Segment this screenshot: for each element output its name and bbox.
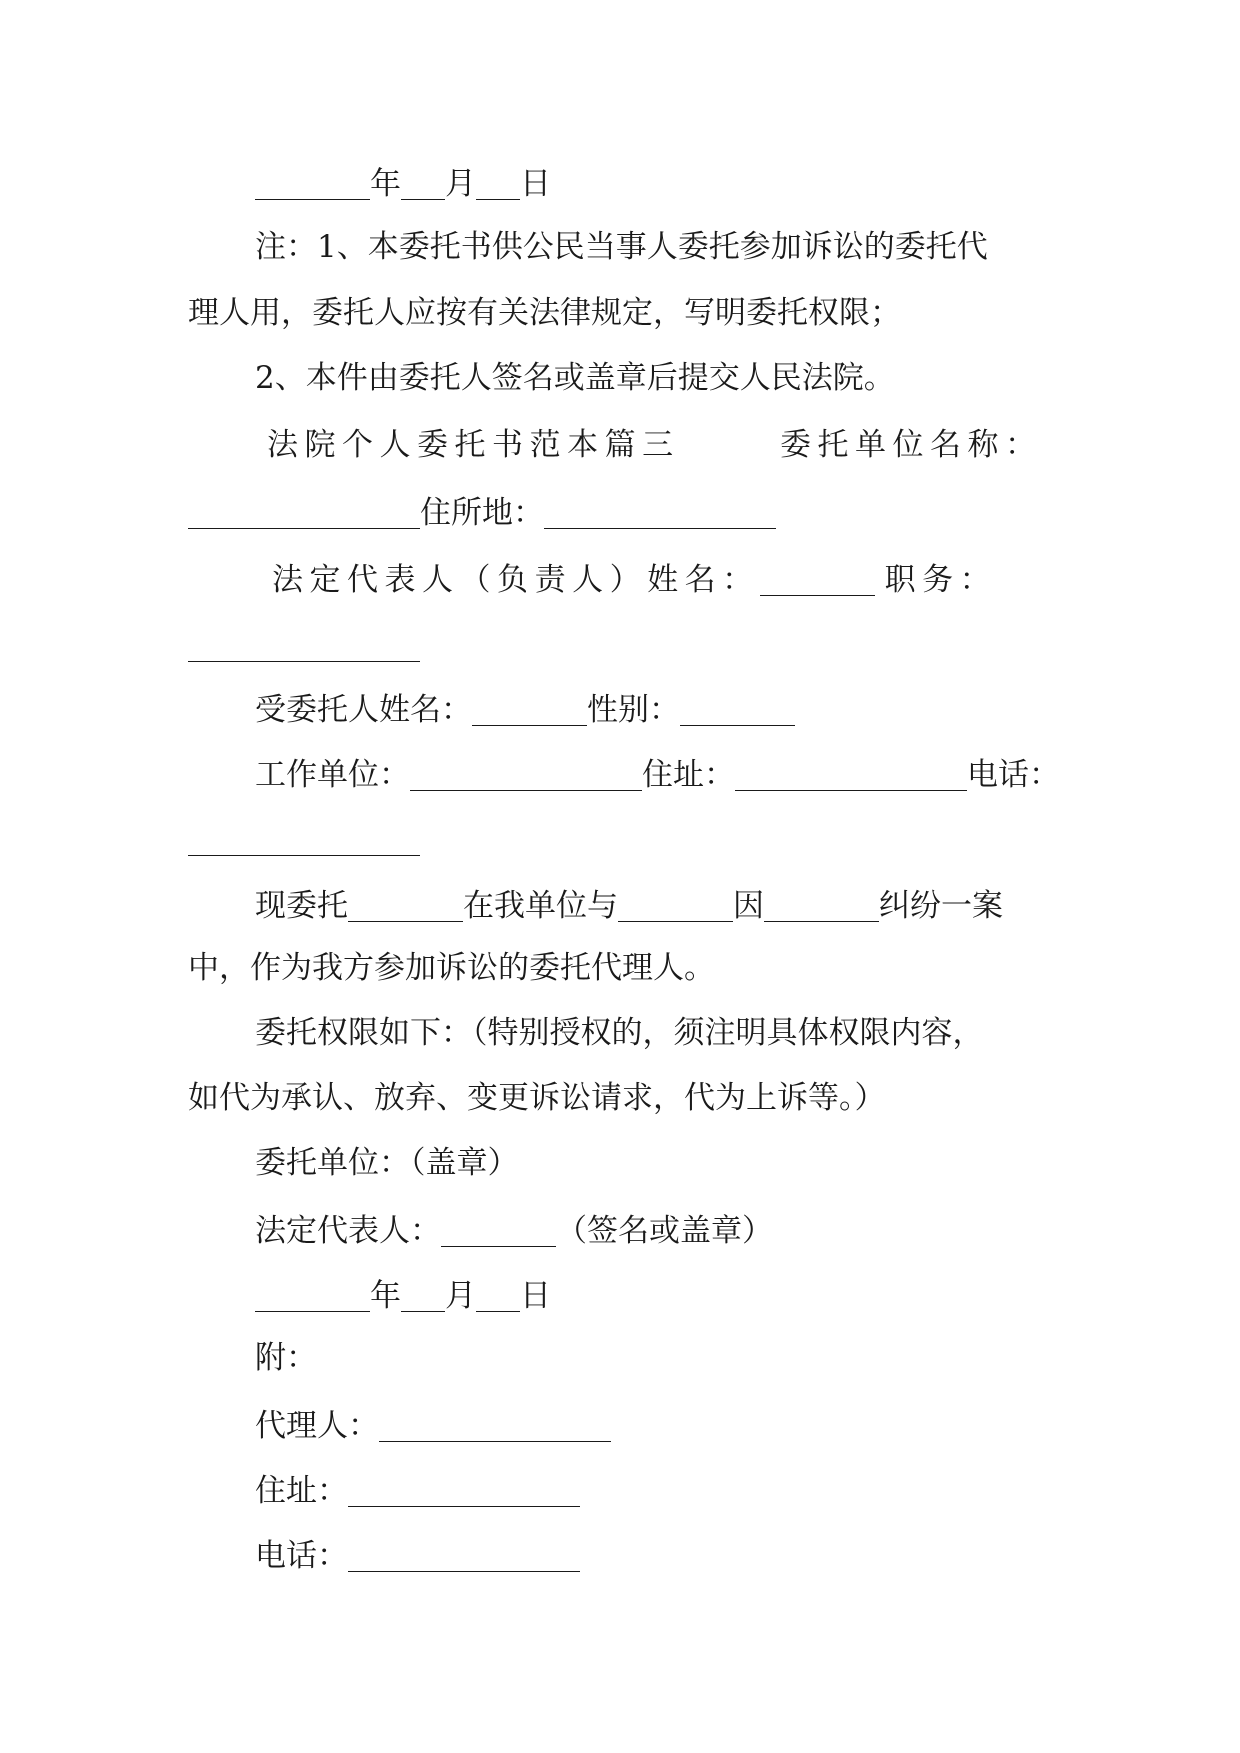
agent-name-label: 受委托人姓名： — [255, 691, 472, 728]
entrust-line-2: 中，作为我方参加诉讼的委托代理人。 — [188, 950, 715, 986]
phone-label: 电话： — [967, 756, 1060, 793]
authority-line-1: 委托权限如下：（特别授权的，须注明具体权限内容， — [255, 1015, 984, 1051]
gender-blank[interactable] — [680, 692, 795, 726]
note-2: 2、本件由委托人签名或盖章后提交人民法院。 — [255, 360, 895, 396]
entrust-line-1 — [255, 888, 1003, 922]
position-line — [188, 628, 420, 662]
entrust-part-4: 纠纷一案 — [879, 887, 1003, 924]
position-label: 职务： — [884, 561, 998, 598]
date-line-2 — [255, 1278, 551, 1312]
year-label: 年 — [370, 165, 401, 202]
phone-line — [188, 822, 420, 856]
legal-rep-sign-line — [255, 1213, 773, 1247]
residence-label: 住所地： — [420, 494, 544, 531]
agent-line — [255, 692, 795, 726]
legal-rep-name-blank[interactable] — [760, 562, 875, 596]
legal-rep-line — [272, 562, 997, 596]
entrusting-unit-label: 委托单位名称： — [780, 427, 1043, 463]
year-label-2: 年 — [370, 1277, 401, 1314]
seal-line: 委托单位：（盖章） — [255, 1145, 519, 1181]
month-blank[interactable] — [401, 166, 445, 200]
section-title: 法院个人委托书范本篇三 — [267, 427, 680, 463]
day-label: 日 — [520, 165, 551, 202]
entrust-part-1: 现委托 — [255, 887, 348, 924]
dispute-blank[interactable] — [764, 888, 879, 922]
attach-agent-line — [255, 1408, 611, 1442]
entrusting-unit-blank[interactable] — [188, 495, 420, 529]
date-line-1 — [255, 166, 551, 200]
attach-address-label: 住址： — [255, 1472, 348, 1509]
attach-address-line — [255, 1473, 580, 1507]
day-blank-2[interactable] — [476, 1278, 520, 1312]
attach-phone-line — [255, 1538, 580, 1572]
entrust-part-3: 因 — [733, 887, 764, 924]
legal-rep-sign-note: （签名或盖章） — [556, 1212, 773, 1249]
legal-rep-sign-label: 法定代表人： — [255, 1212, 441, 1249]
month-label-2: 月 — [445, 1277, 476, 1314]
day-blank[interactable] — [476, 166, 520, 200]
entrust-part-2: 在我单位与 — [463, 887, 618, 924]
attachment-label: 附： — [255, 1340, 317, 1376]
attach-phone-blank[interactable] — [348, 1538, 580, 1572]
day-label-2: 日 — [520, 1277, 551, 1314]
year-blank-2[interactable] — [255, 1278, 370, 1312]
month-blank-2[interactable] — [401, 1278, 445, 1312]
address-label: 住址： — [642, 756, 735, 793]
legal-rep-name-label: 法定代表人（负责人）姓名： — [272, 561, 760, 598]
phone-blank[interactable] — [188, 822, 420, 856]
residence-line — [188, 495, 776, 529]
month-label: 月 — [445, 165, 476, 202]
work-line — [255, 757, 1060, 791]
agent-blank[interactable] — [348, 888, 463, 922]
legal-rep-sign-blank[interactable] — [441, 1213, 556, 1247]
counterparty-blank[interactable] — [618, 888, 733, 922]
gender-label: 性别： — [587, 691, 680, 728]
attach-address-blank[interactable] — [348, 1473, 580, 1507]
note-1-line-1: 注：1、本委托书供公民当事人委托参加诉讼的委托代 — [255, 229, 988, 265]
work-unit-blank[interactable] — [410, 757, 642, 791]
residence-blank[interactable] — [544, 495, 776, 529]
authority-line-2: 如代为承认、放弃、变更诉讼请求，代为上诉等。） — [188, 1080, 886, 1116]
year-blank[interactable] — [255, 166, 370, 200]
position-blank[interactable] — [188, 628, 420, 662]
agent-name-blank[interactable] — [472, 692, 587, 726]
attach-agent-label: 代理人： — [255, 1407, 379, 1444]
attach-agent-blank[interactable] — [379, 1408, 611, 1442]
note-1-line-2: 理人用，委托人应按有关法律规定，写明委托权限； — [188, 295, 901, 331]
work-unit-label: 工作单位： — [255, 756, 410, 793]
attach-phone-label: 电话： — [255, 1537, 348, 1574]
address-blank[interactable] — [735, 757, 967, 791]
